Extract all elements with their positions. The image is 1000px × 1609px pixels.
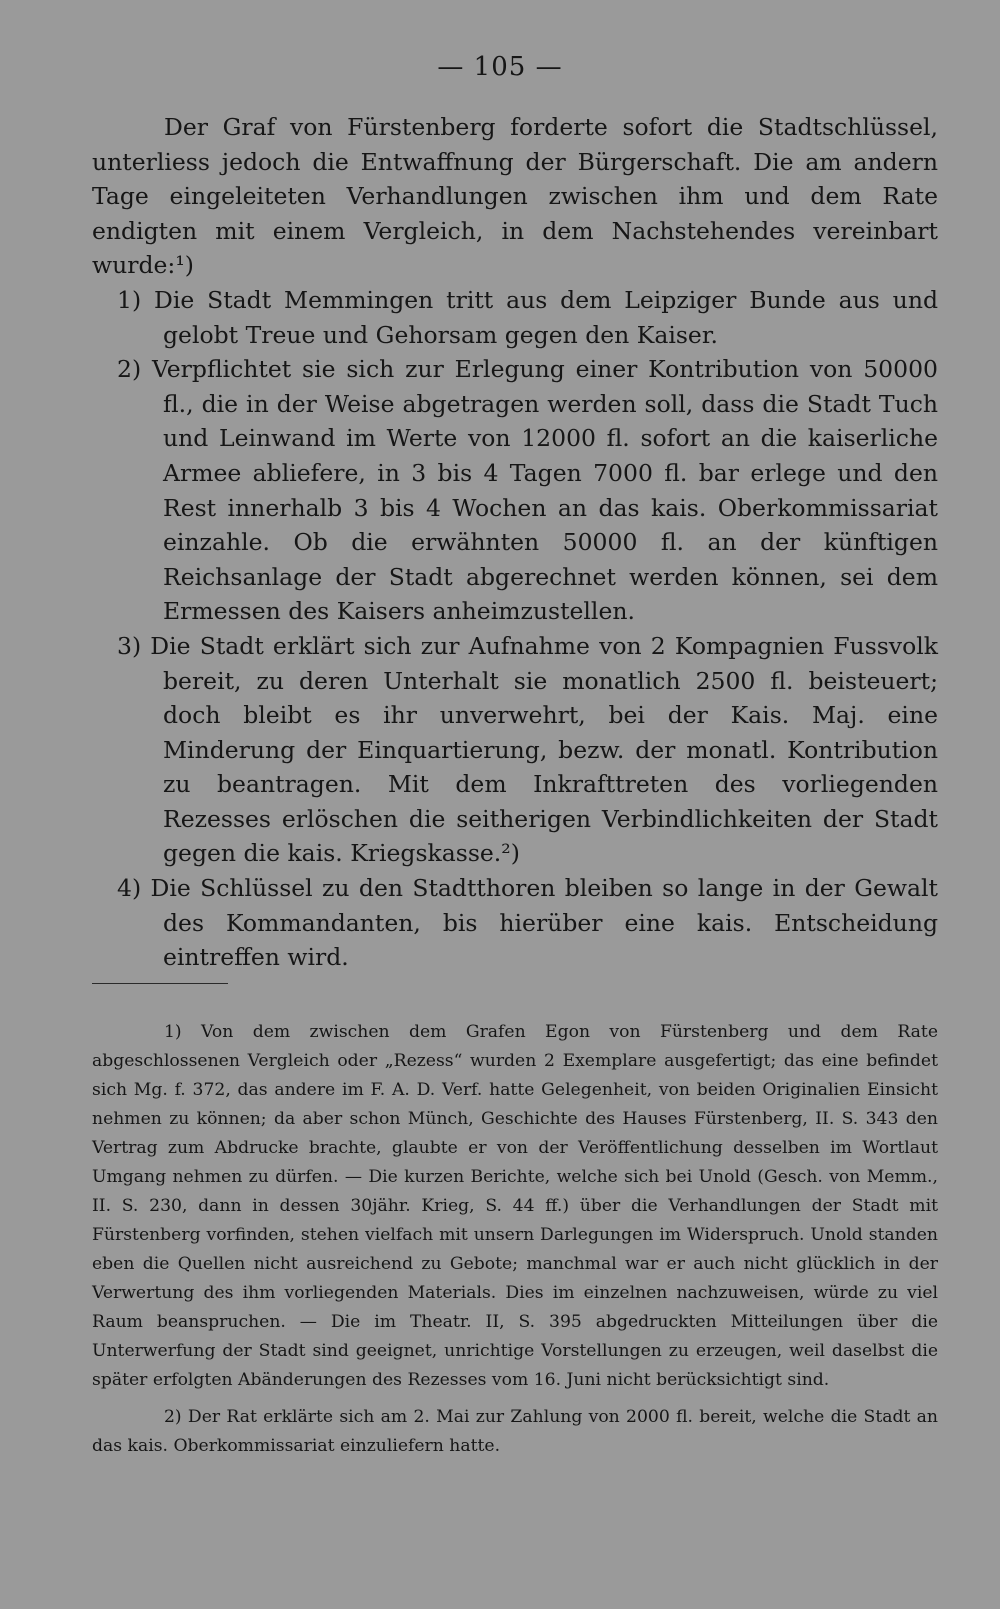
main-text [92, 110, 938, 975]
footnotes [92, 1018, 938, 1461]
agreement-item-2: 2) Verpflichtet sie sich zur Erlegung einer Kontribution von 50000 fl., die in der Weise abgetragen werden soll, dass die Stadt Tuch und Leinwand im Werte von 12000 fl. sofort an die kaiserliche Armee abliefere, in 3 bis 4 Tagen 7000 fl. bar erlege und den Rest innerhalb 3 bis 4 Wochen an das kais. Oberkommissariat einzahle. Ob die erwähnten 50000 fl. an der künftigen Reichsanlage der Stadt abgerechnet werden können, sei dem Ermessen des Kaisers anheimzustellen. [117, 355, 938, 626]
agreement-item-1: 1) Die Stadt Memmingen tritt aus dem Leipziger Bunde aus und gelobt Treue und Gehorsam gegen den Kaiser. [117, 285, 938, 349]
footnote-2: 2) Der Rat erklärte sich am 2. Mai zur Zahlung von 2000 fl. bereit, welche die Stadt an das kais. Oberkommissariat einzuliefern hatte. [92, 1407, 938, 1456]
page-number: — 105 — [437, 52, 563, 82]
footnote-1: 1) Von dem zwischen dem Grafen Egon von Fürstenberg und dem Rate abgeschlossenen Vergleich oder „Rezess“ wurden 2 Exemplare ausgefertigt; das eine befindet sich Mg. f. 372, das andere im F. A. D. Verf. hatte Gelegenheit, von beiden Originalien Einsicht nehmen zu können; da aber schon Münch, Geschichte des Hauses Fürstenberg, II. S. 343 den Vertrag zum Abdrucke brachte, glaubte er von der Veröffentlichung desselben im Wortlaut Umgang nehmen zu dürfen. — Die kurzen Berichte, welche sich bei Unold (Gesch. von Memm., II. S. 230, dann in dessen 30jähr. Krieg, S. 44 ff.) über die Verhandlungen der Stadt mit Fürstenberg vorfinden, stehen vielfach mit unsern Darlegungen im Widerspruch. Unold standen eben die Quellen nicht ausreichend zu Gebote; manchmal war er auch nicht glücklich in der Verwertung des ihm vorliegenden Materials. Dies im einzelnen nachzuweisen, würde zu viel Raum beanspruchen. — Die im Theatr. II, S. 395 abgedruckten Mitteilungen über die Unterwerfung der Stadt sind geeignet, unrichtige Vorstellungen zu erzeugen, weil daselbst die später erfolgten Abänderungen des Rezesses vom 16. Juni nicht berücksichtigt sind. [92, 1022, 938, 1390]
agreement-item-3: 3) Die Stadt erklärt sich zur Aufnahme von 2 Kompagnien Fussvolk bereit, zu deren Unterhalt sie monatlich 2500 fl. beisteuert; doch bleibt es ihr unverwehrt, bei der Kais. Maj. eine Minderung der Einquartierung, bezw. der monatl. Kontribution zu beantragen. Mit dem Inkrafttreten des vorliegenden Rezesses erlöschen die seitherigen Verbindlichkeiten der Stadt gegen die kais. Kriegskasse.²) [117, 631, 938, 868]
intro-paragraph: Der Graf von Fürstenberg forderte sofort die Stadtschlüssel, unterliess jedoch die Entwaffnung der Bürgerschaft. Die am andern Tage eingeleiteten Verhandlungen zwischen ihm und dem Rate endigten mit einem Vergleich, in dem Nachstehendes vereinbart wurde:¹) [92, 113, 938, 280]
footnote-divider [92, 983, 228, 984]
agreement-item-4: 4) Die Schlüssel zu den Stadtthoren bleiben so lange in der Gewalt des Kommandanten, bis hierüber eine kais. Entscheidung eintreffen wird. [117, 874, 938, 972]
